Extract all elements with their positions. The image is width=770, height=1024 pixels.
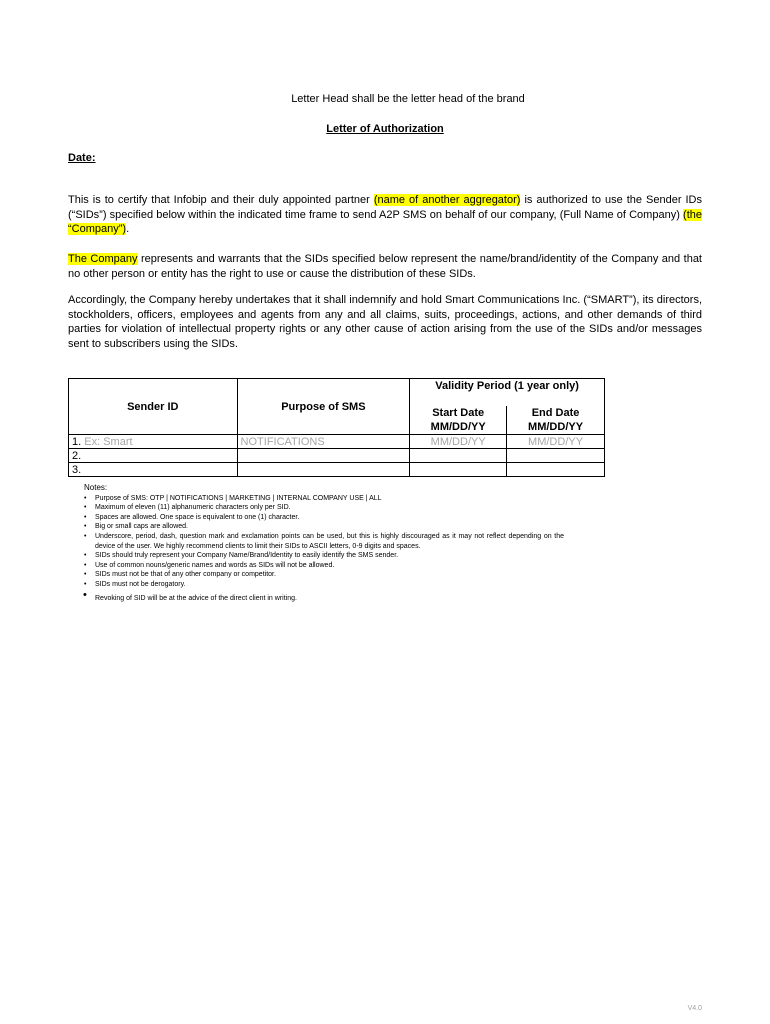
table-row: [69, 463, 605, 477]
purpose-cell[interactable]: NOTIFICATIONS: [237, 435, 410, 449]
notes-section: [84, 483, 564, 603]
note-item: • Spaces are allowed. One space is equivalent to one (1) character.: [84, 513, 564, 523]
end-date-cell[interactable]: MM/DD/YY: [507, 435, 605, 449]
note-item: • Maximum of eleven (11) alphanumeric characters only per SID.: [84, 503, 564, 513]
note-item: • Revoking of SID will be at the advice of the direct client in writing.: [84, 594, 564, 604]
start-date-cell[interactable]: MM/DD/YY: [410, 435, 507, 449]
table-row: [69, 449, 605, 463]
row-number: 1.: [72, 435, 82, 448]
sender-id-table: [68, 378, 605, 477]
paragraph-text: .: [126, 223, 130, 235]
version-label: V4.0: [687, 1005, 702, 1012]
start-date-label: Start Date: [432, 407, 485, 419]
sender-id-cell[interactable]: [69, 449, 238, 463]
note-item: • Use of common nouns/generic names and words as SIDs will not be allowed.: [84, 561, 564, 571]
note-item: • SIDs must not be derogatory.: [84, 580, 564, 590]
aggregator-placeholder: (name of another aggregator): [373, 194, 521, 206]
note-item: • Big or small caps are allowed.: [84, 522, 564, 532]
note-item: • Underscore, period, dash, question mark and exclamation points can be used, but this is highly discouraged as it may not reflect depending on the device of the user. We highly recommend clients to limit their SIDs to ASCII letters, 0-9 digits and spaces.: [84, 532, 564, 551]
company-highlight: The Company: [68, 253, 138, 265]
notes-list: [84, 494, 564, 604]
letterhead-note: Letter Head shall be the letter head of the brand: [291, 93, 525, 105]
purpose-header: Purpose of SMS: [237, 379, 410, 435]
note-item: • SIDs should truly represent your Company Name/Brand/Identity to easily identify the SMS sender.: [84, 551, 564, 561]
end-date-cell[interactable]: [507, 463, 605, 477]
certification-paragraph: [68, 193, 702, 237]
end-date-cell[interactable]: [507, 449, 605, 463]
letter-title: Letter of Authorization: [326, 123, 444, 135]
purpose-cell[interactable]: [237, 449, 410, 463]
start-date-format: MM/DD/YY: [430, 421, 486, 433]
warranty-paragraph: [68, 252, 702, 281]
company-placeholder: (the “Company”): [68, 208, 702, 235]
validity-header: Validity Period (1 year only): [410, 379, 605, 407]
note-item: • Purpose of SMS: OTP | NOTIFICATIONS | MARKETING | INTERNAL COMPANY USE | ALL: [84, 494, 564, 504]
date-label: Date:: [68, 152, 96, 164]
paragraph-text: represents and warrants that the SIDs specified below represent the name/brand/identity of the Company and that no other person or entity has the right to use or cause the distribution of these SIDs.: [68, 253, 702, 280]
row-number: 2.: [72, 449, 82, 462]
paragraph-text: is authorized to use the Sender IDs (“SIDs”) specified below within the indicated time frame to send A2P SMS on behalf of our company, (Full Name of Company): [68, 194, 703, 221]
sender-id-example: Ex: Smart: [84, 435, 133, 448]
indemnity-paragraph: Accordingly, the Company hereby undertakes that it shall indemnify and hold Smart Communications Inc. (“SMART”), its directors, stockholders, officers, employees and agents from any and all claims, suits, proceedings, actions, and other demands of third parties for violation of intellectual property rights or any other cause of action arising from the use of the SIDs and/or messages sent to subscribers using the SIDs.: [68, 294, 702, 350]
start-date-cell[interactable]: [410, 463, 507, 477]
note-item: • SIDs must not be that of any other company or competitor.: [84, 570, 564, 580]
start-date-cell[interactable]: [410, 449, 507, 463]
sender-id-cell[interactable]: [69, 435, 238, 449]
sender-id-cell[interactable]: [69, 463, 238, 477]
start-date-header: [410, 406, 507, 435]
end-date-label: End Date: [531, 407, 580, 419]
row-number: 3.: [72, 463, 82, 476]
end-date-format: MM/DD/YY: [528, 421, 584, 433]
notes-title: Notes:: [84, 483, 108, 492]
paragraph-text: This is to certify that Infobip and their duly appointed partner: [68, 194, 374, 206]
end-date-header: [507, 406, 605, 435]
table-row: [69, 435, 605, 449]
sender-id-header: Sender ID: [69, 379, 238, 435]
purpose-cell[interactable]: [237, 463, 410, 477]
